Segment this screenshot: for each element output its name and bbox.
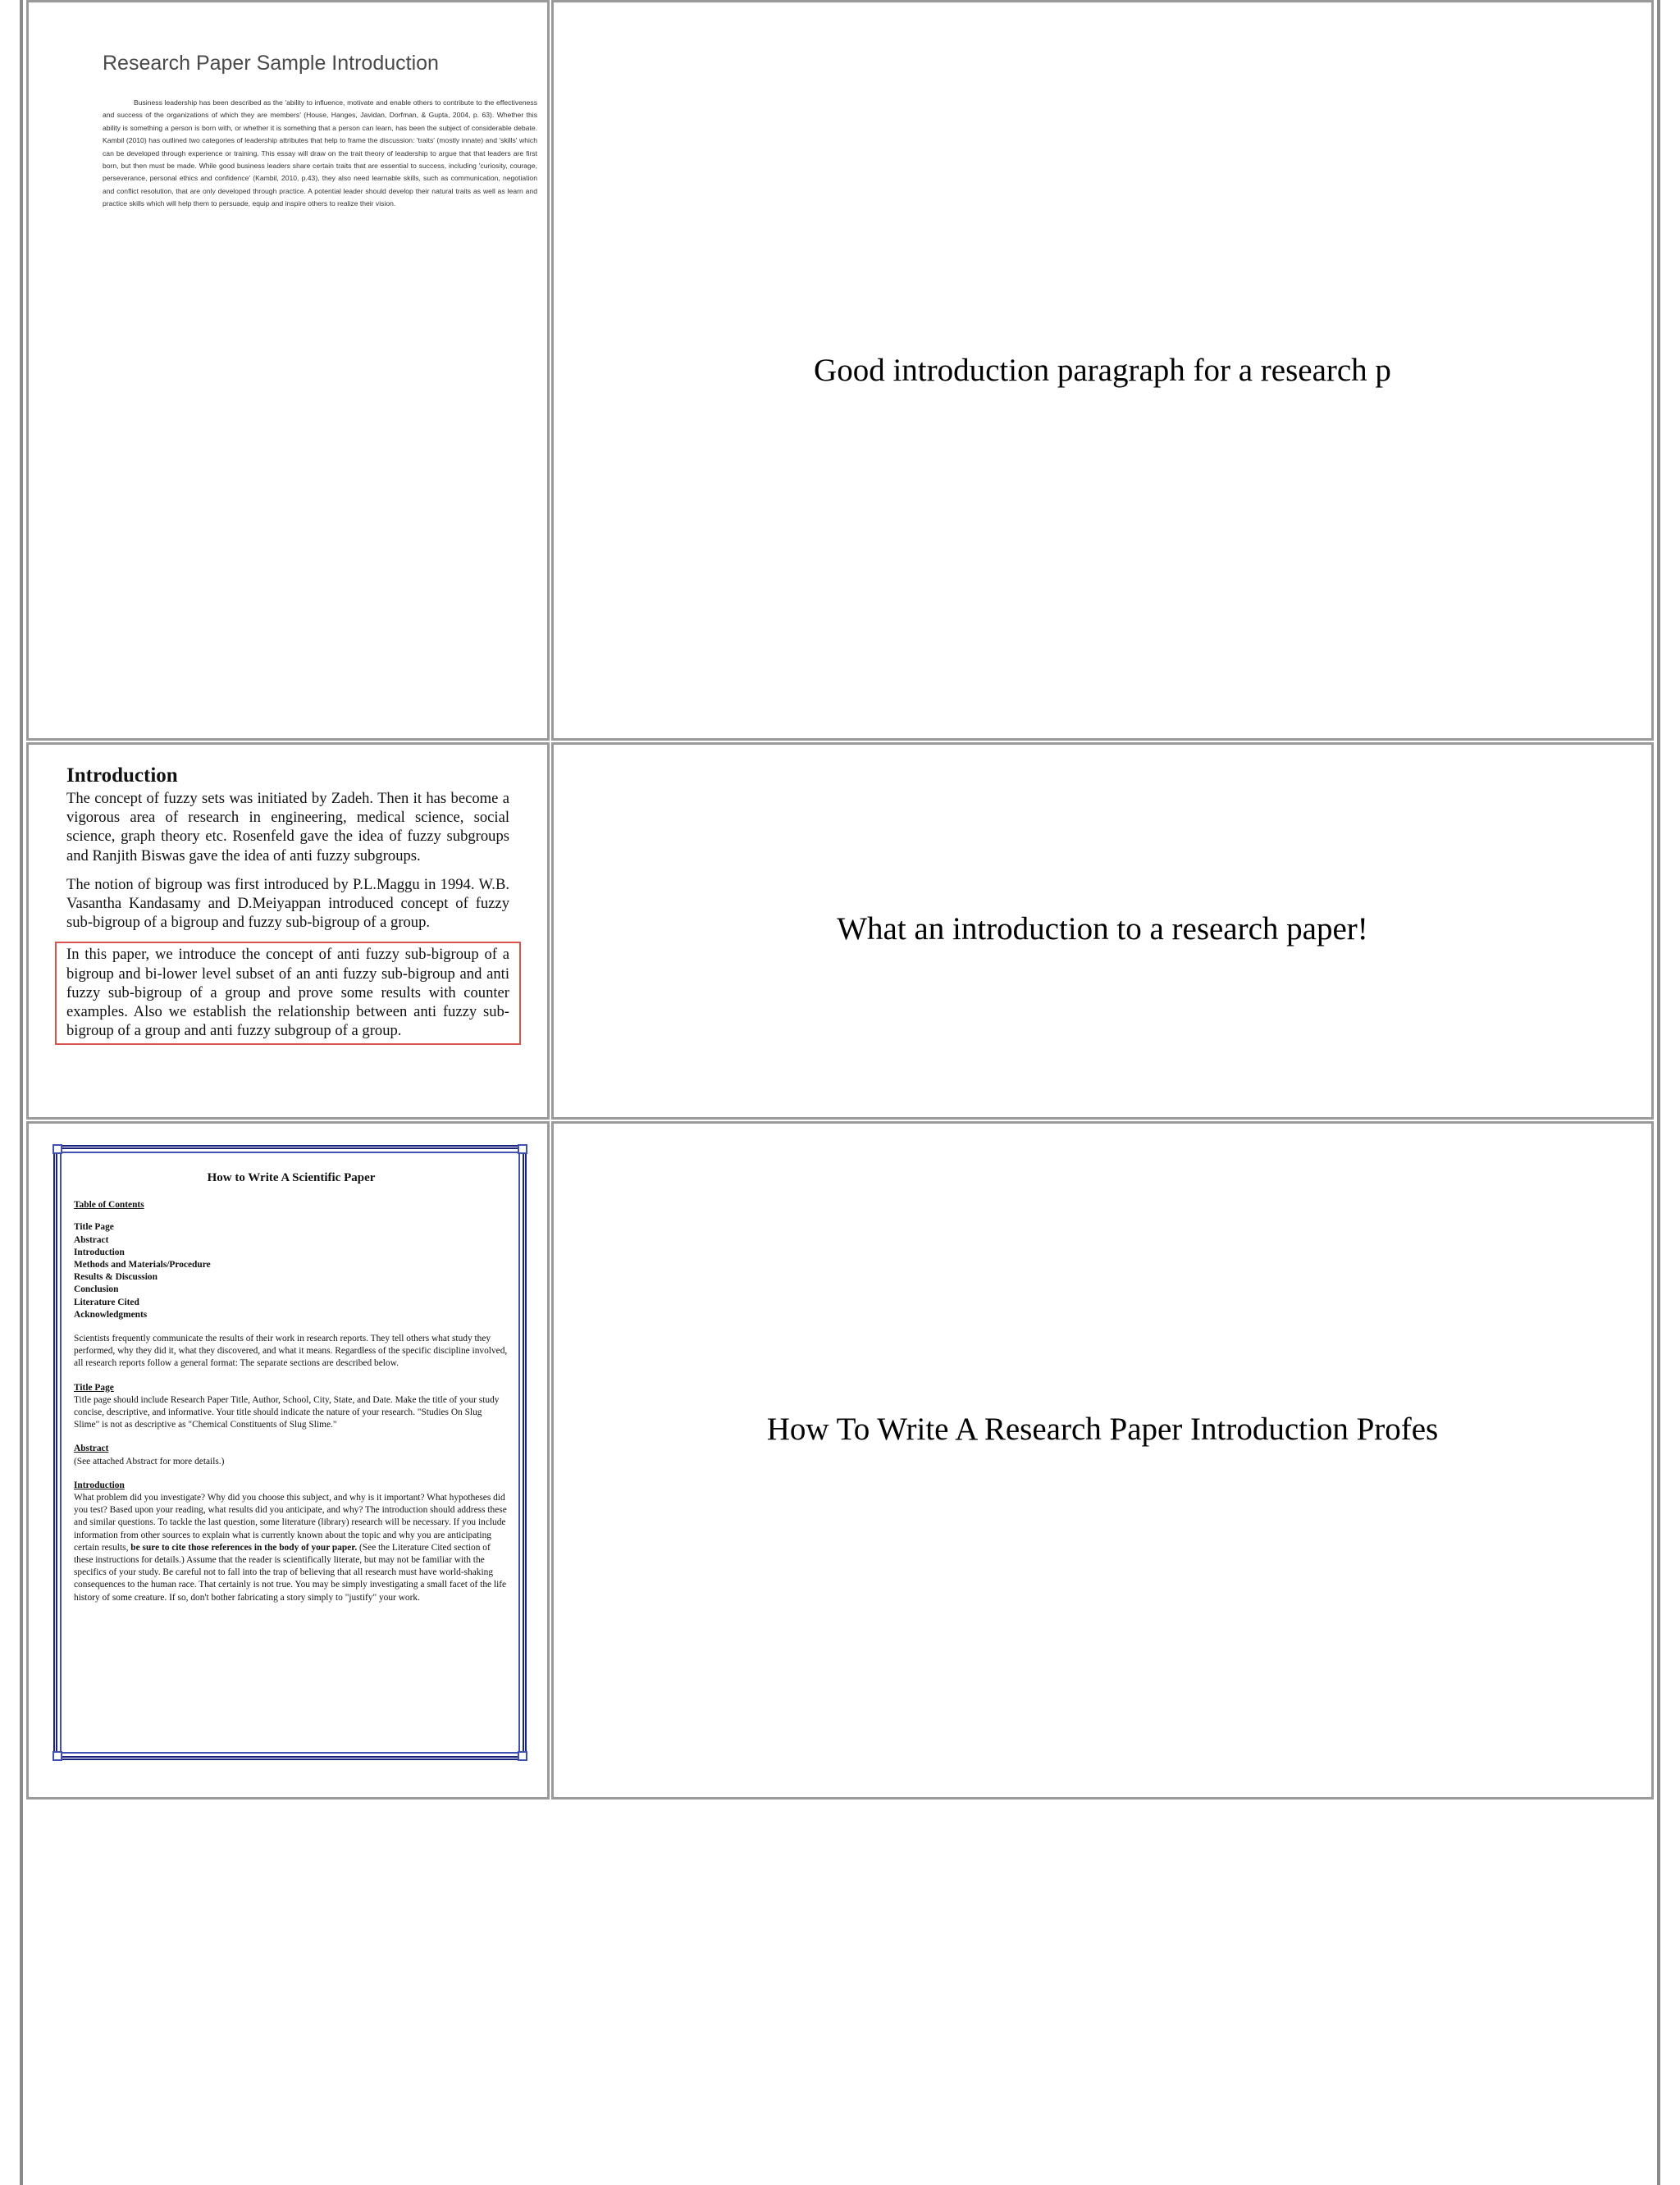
image2-heading: Introduction xyxy=(66,764,178,787)
introduction-text-bold: be sure to cite those references in the body of your paper. xyxy=(130,1542,358,1553)
caption-cell-2 xyxy=(551,742,1654,1120)
image-cell-2[interactable] xyxy=(26,742,550,1120)
introduction-text xyxy=(74,1492,509,1604)
toc-heading: Table of Contents xyxy=(74,1200,144,1211)
toc-item: Literature Cited xyxy=(74,1297,139,1307)
image1-title: Research Paper Sample Introduction xyxy=(103,52,439,75)
caption-cell-3 xyxy=(551,1121,1654,1800)
introduction-heading: Introduction xyxy=(74,1480,125,1490)
caption-2[interactable]: What an introduction to a research paper! xyxy=(837,911,1368,947)
image3-title: How to Write A Scientific Paper xyxy=(207,1171,376,1184)
image3-intro-text: Scientists frequently communicate the results of their work in research reports. They tell others what study they performed, why they did it, what they discovered, and what it means. Regardless of the specific discipline involved, all research reports follow a general format: The separate sections are described below. xyxy=(74,1334,508,1369)
title-page-heading: Title Page xyxy=(74,1382,114,1393)
toc-item: Conclusion xyxy=(74,1284,119,1295)
frame-corner xyxy=(52,1751,62,1761)
fuzzy-introduction-image xyxy=(66,764,509,1045)
image2-paragraph-1: The concept of fuzzy sets was initiated by Zadeh. Then it has become a vigorous area of research in engineering, medical science, social science, graph theory etc. Rosenfeld gave the idea of fuzzy subgroups and Ranjith Biswas gave the idea of anti fuzzy subgroups. xyxy=(66,790,509,864)
caption-3[interactable]: How To Write A Research Paper Introduction Profes xyxy=(766,1412,1439,1447)
title-page-text: Title page should include Research Paper Title, Author, School, City, State, and Date. Make the title of your study concise, descriptive, and informative. Your title should indicate the nature of your research. "Studies On Slug Slime" is not as descriptive as "Chemical Constituents of Slug Slime." xyxy=(74,1394,500,1430)
image-cell-1[interactable] xyxy=(26,0,550,741)
introduction-text-a: What problem did you investigate? Why did you choose this subject, and why is it important? What hypotheses did you test? Based upon your reading, what results did you anticipate, and why? The introduction should address these and similar questions. To tackle the last question, some literature (library) research will be necessary. If you include information from other sources to explain what is currently known about the topic and why you are anticipating certain results, xyxy=(74,1493,507,1553)
image2-paragraph-2: The notion of bigroup was first introduced by P.L.Maggu in 1994. W.B. Vasantha Kandasamy and D.Meiyappan introduced concept of fuzzy sub-bigroup of a bigroup and fuzzy sub-bigroup of a group. xyxy=(66,875,509,932)
caption-1[interactable]: Good introduction paragraph for a research p xyxy=(814,353,1391,388)
abstract-text: (See attached Abstract for more details.) xyxy=(74,1456,225,1467)
toc-item: Abstract xyxy=(74,1234,109,1245)
sample-introduction-image xyxy=(103,52,537,211)
toc-list xyxy=(74,1221,509,1321)
image1-paragraph: Business leadership has been described as the 'ability to influence, motivate and enable others to contribute to the effectiveness and success of the organizations of which they are members' (House, Hanges, Javidan, Dorfman, & Gupta, 2004, p. 63). Whether this ability is something a person is born with, or whether it is something that a person can learn, has been the subject of considerable debate. Kambil (2010) has outlined two categories of leadership attributes that help to frame the discussion: 'traits' (mostly innate) and 'skills' which can be developed through experience or training. This essay will draw on the trait theory of leadership to argue that that leaders are first born, but then must be made. While good business leaders share certain traits that are essential to success, including 'curiosity, courage, perseverance, personal ethics and confidence' (Kambil, 2010, p.43), they also need learnable skills, such as communication, negotiation and conflict resolution, that are only developed through practice. A potential leader should develop their natural traits as well as learn and practice skills which will help them to persuade, equip and inspire others to realize their vision. xyxy=(103,98,537,208)
frame-corner xyxy=(52,1144,62,1154)
frame-corner xyxy=(518,1751,527,1761)
toc-item: Acknowledgments xyxy=(74,1309,148,1320)
toc-item: Results & Discussion xyxy=(74,1272,158,1283)
highlight-box xyxy=(55,942,521,1045)
image2-paragraph-3: In this paper, we introduce the concept of anti fuzzy sub-bigroup of a bigroup and bi-lower level subset of an anti fuzzy sub-bigroup and anti fuzzy sub-bigroup of a group and prove some results with counter examples. Also we establish the relationship between anti fuzzy sub-bigroup of a group and anti fuzzy subgroup of a group. xyxy=(66,946,509,1040)
introduction-text-b: (See the Literature Cited section of these instructions for details.) Assume that the reader is scientifically literate, but may not be familiar with the specifics of your study. Be careful not to fall into the trap of believing that all research must have world-shaking consequences to the human race. That certainly is not true. You may be simply investigating a small facet of the life history of some creature. If so, don't bother fabricating a story simply to "justify" your work. xyxy=(74,1542,507,1603)
scientific-paper-image xyxy=(53,1145,527,1760)
image-cell-3[interactable] xyxy=(26,1121,550,1800)
toc-item: Methods and Materials/Procedure xyxy=(74,1260,211,1270)
abstract-heading: Abstract xyxy=(74,1444,109,1454)
toc-item: Introduction xyxy=(74,1247,125,1257)
frame-corner xyxy=(518,1144,527,1154)
toc-item: Title Page xyxy=(74,1222,114,1233)
caption-cell-1 xyxy=(551,0,1654,741)
